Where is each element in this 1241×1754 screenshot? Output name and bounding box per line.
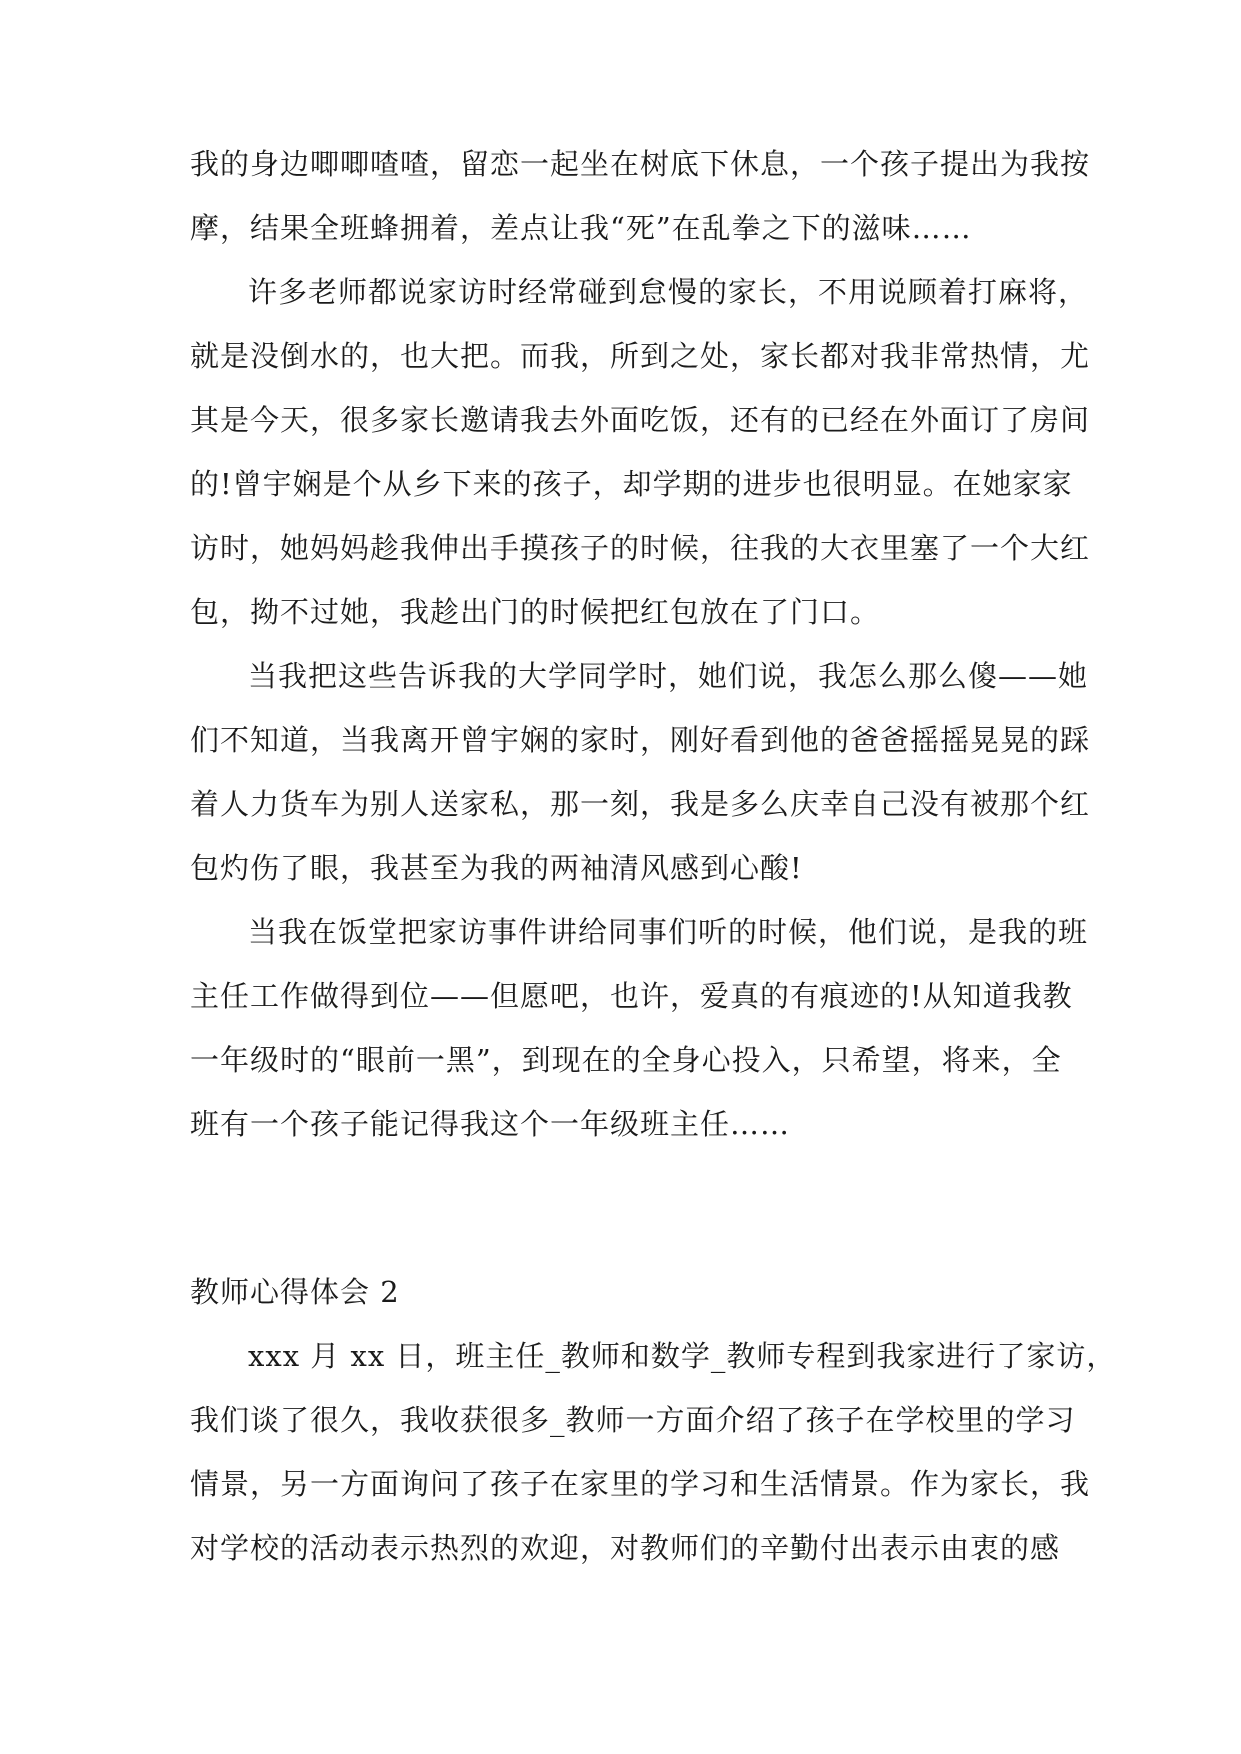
paragraph-line: 们不知道，当我离开曾宇娴的家时，刚好看到他的爸爸摇摇晃晃的踩: [190, 723, 1091, 757]
paragraph-line: 的!曾宇娴是个从乡下来的孩子，却学期的进步也很明显。在她家家: [190, 467, 1073, 501]
paragraph-line: 对学校的活动表示热烈的欢迎，对教师们的辛勤付出表示由衷的感: [190, 1531, 1061, 1565]
paragraph-line: 包，拗不过她，我趁出门的时候把红包放在了门口。: [190, 595, 881, 629]
paragraph-line: 我们谈了很久，我收获很多_教师一方面介绍了孩子在学校里的学习: [190, 1403, 1076, 1437]
paragraph-line: 许多老师都说家访时经常碰到怠慢的家长，不用说顾着打麻将，: [248, 275, 1089, 309]
paragraph-line: 包灼伤了眼，我甚至为我的两袖清风感到心酸!: [190, 851, 803, 885]
paragraph-line: 一年级时的“眼前一黑”，到现在的全身心投入，只希望，将来，全: [190, 1043, 1062, 1077]
paragraph-line: 着人力货车为别人送家私，那一刻，我是多么庆幸自己没有被那个红: [190, 787, 1091, 821]
paragraph-line: 班有一个孩子能记得我这个一年级班主任……: [190, 1107, 791, 1141]
paragraph-line: 我的身边唧唧喳喳，留恋一起坐在树底下休息，一个孩子提出为我按: [190, 147, 1091, 181]
paragraph-line: 摩，结果全班蜂拥着，差点让我“死”在乱拳之下的滋味……: [190, 211, 972, 245]
paragraph-line: 就是没倒水的，也大把。而我，所到之处，家长都对我非常热情，尤: [190, 339, 1091, 373]
paragraph-line: 当我在饭堂把家访事件讲给同事们听的时候，他们说，是我的班: [248, 915, 1089, 949]
paragraph-line: 情景，另一方面询问了孩子在家里的学习和生活情景。作为家长，我: [190, 1467, 1091, 1501]
paragraph-line: 其是今天，很多家长邀请我去外面吃饭，还有的已经在外面订了房间: [190, 403, 1091, 437]
paragraph-line: 主任工作做得到位——但愿吧，也许，爱真的有痕迹的!从知道我教: [190, 979, 1073, 1013]
section-1-body: [190, 132, 1091, 1156]
paragraph-line: 访时，她妈妈趁我伸出手摸孩子的时候，往我的大衣里塞了一个大红: [190, 531, 1091, 565]
section-2-body: [190, 1324, 1117, 1580]
section-heading: 教师心得体会 2: [190, 1275, 400, 1309]
paragraph-line: xxx 月 xx 日，班主任_教师和数学_教师专程到我家进行了家访，: [248, 1339, 1117, 1373]
paragraph-line: 当我把这些告诉我的大学同学时，她们说，我怎么那么傻——她: [248, 659, 1089, 693]
